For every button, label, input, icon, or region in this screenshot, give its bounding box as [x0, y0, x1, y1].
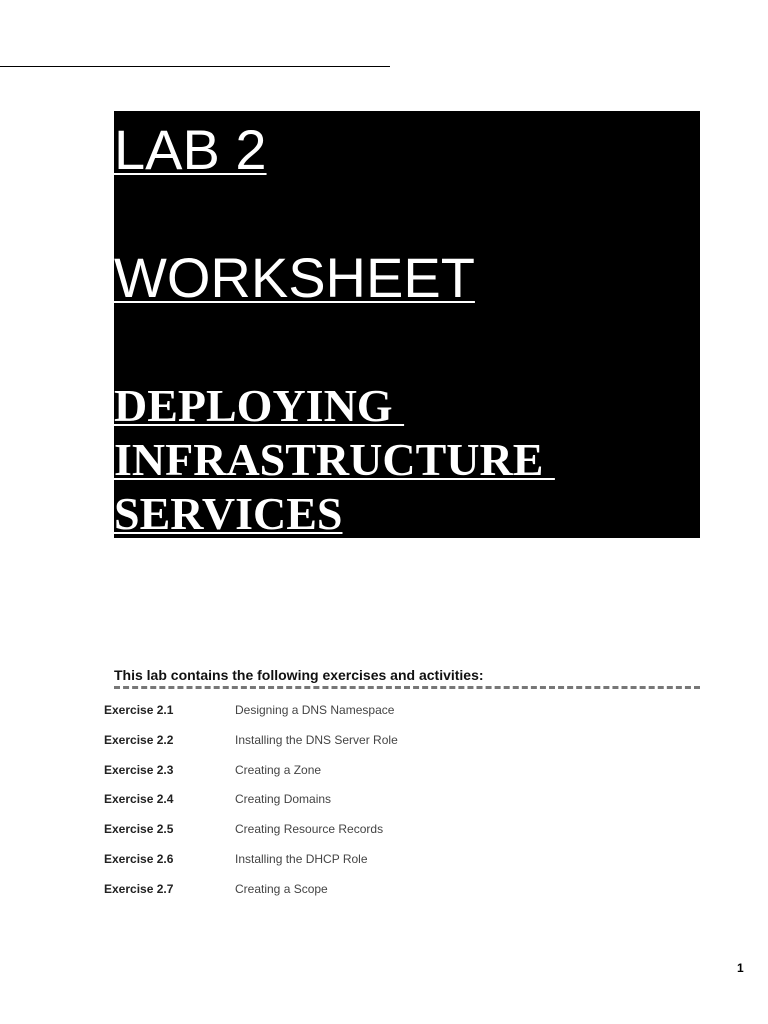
- exercise-title: Creating Domains: [235, 792, 332, 807]
- exercise-row: [104, 852, 664, 882]
- header-rule: [0, 66, 390, 67]
- exercise-row: [104, 792, 664, 822]
- subtitle-line: INFRASTRUCTURE: [114, 434, 555, 485]
- exercise-title: Installing the DHCP Role: [235, 851, 368, 866]
- exercise-title: Creating Resource Records: [235, 822, 384, 837]
- exercise-row: [104, 733, 664, 763]
- exercise-number: Exercise 2.1: [104, 703, 174, 717]
- exercise-row: [104, 763, 664, 793]
- exercise-number: Exercise 2.5: [104, 822, 174, 837]
- title-block: [114, 111, 700, 538]
- exercise-number: Exercise 2.6: [104, 851, 174, 866]
- exercise-row: [104, 882, 664, 912]
- contents-heading: This lab contains the following exercises and activities:: [114, 667, 484, 683]
- exercise-number: Exercise 2.7: [104, 881, 174, 896]
- subtitle-line: DEPLOYING: [114, 380, 405, 431]
- exercise-number: Exercise 2.3: [104, 762, 174, 777]
- subtitle-line: SERVICES: [114, 488, 343, 539]
- lab-subtitle: [114, 379, 555, 541]
- page-number: 1: [737, 961, 744, 975]
- exercise-title: Designing a DNS Namespace: [235, 703, 395, 717]
- exercise-title: Creating a Scope: [235, 881, 328, 896]
- exercise-number: Exercise 2.2: [104, 732, 174, 747]
- exercise-row: [104, 703, 664, 733]
- exercise-number: Exercise 2.4: [104, 792, 174, 807]
- lab-title: LAB 2: [114, 118, 267, 181]
- exercise-row: [104, 822, 664, 852]
- dashed-divider: [114, 686, 700, 689]
- exercise-title: Creating a Zone: [235, 762, 322, 777]
- exercise-list: [104, 703, 664, 912]
- exercise-title: Installing the DNS Server Role: [235, 732, 398, 747]
- worksheet-title: WORKSHEET: [114, 246, 475, 309]
